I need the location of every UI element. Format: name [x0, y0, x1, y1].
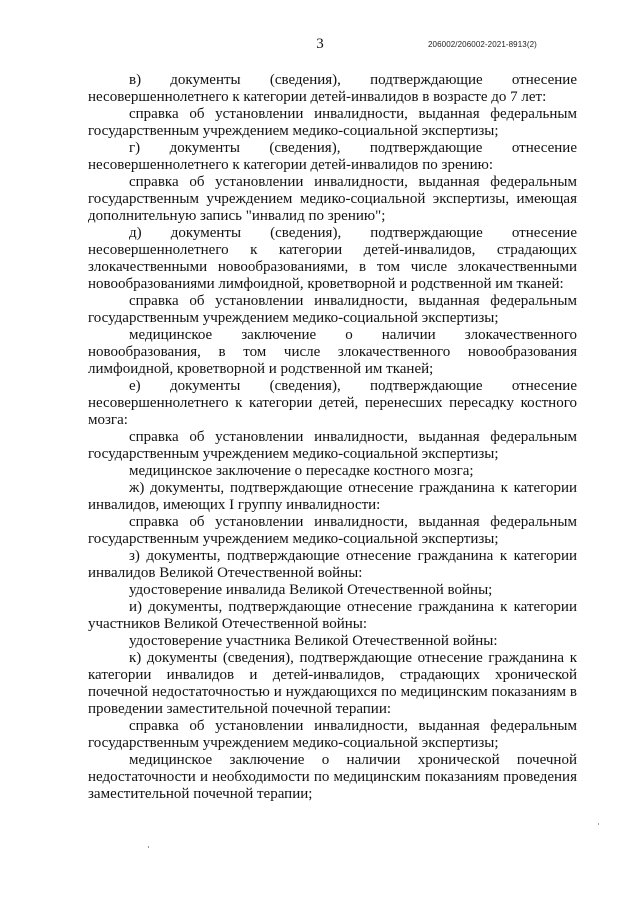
scan-artifact: [148, 846, 149, 848]
paragraph-k-certificate: справка об установлении инвалидности, выданная федеральным государственным учреждением медико-социальной экспертизы;: [88, 718, 577, 751]
paragraph-k-heading: к) документы (сведения), подтверждающие отнесение гражданина к категории инвалидов и детей-инвалидов, страдающих хронической почечной недостаточностью и нуждающихся по медицинским показаниям в проведении заместительной почечной терапии:: [88, 650, 577, 717]
paragraph-k-medical-conclusion: медицинское заключение о наличии хронической почечной недостаточности и необходимости по медицинским показаниям проведения заместительной почечной терапии;: [88, 752, 577, 802]
paragraph-i-heading: и) документы, подтверждающие отнесение гражданина к категории участников Великой Отечественной войны:: [88, 599, 577, 632]
paragraph-zh-heading: ж) документы, подтверждающие отнесение гражданина к категории инвалидов, имеющих I группу инвалидности:: [88, 480, 577, 513]
document-code: 206002/206002-2021-8913(2): [428, 40, 537, 49]
document-body: [88, 72, 577, 803]
paragraph-i-id-card: удостоверение участника Великой Отечественной войны:: [129, 633, 498, 649]
paragraph-v-certificate: справка об установлении инвалидности, выданная федеральным государственным учреждением медико-социальной экспертизы;: [88, 106, 577, 139]
paragraph-e-certificate: справка об установлении инвалидности, выданная федеральным государственным учреждением медико-социальной экспертизы;: [88, 429, 577, 462]
paragraph-e-heading: е) документы (сведения), подтверждающие отнесение несовершеннолетнего к категории детей, перенесших пересадку костного мозга:: [88, 378, 577, 428]
paragraph-e-medical-conclusion: медицинское заключение о пересадке костного мозга;: [129, 463, 474, 479]
paragraph-v-heading: в) документы (сведения), подтверждающие отнесение несовершеннолетнего к категории детей-инвалидов в возрасте до 7 лет:: [88, 72, 577, 105]
paragraph-z-heading: з) документы, подтверждающие отнесение гражданина к категории инвалидов Великой Отечественной войны:: [88, 548, 577, 581]
paragraph-zh-certificate: справка об установлении инвалидности, выданная федеральным государственным учреждением медико-социальной экспертизы;: [88, 514, 577, 547]
scan-artifact: [598, 823, 599, 825]
paragraph-d-medical-conclusion: медицинское заключение о наличии злокачественного новообразования, в том числе злокачественного новообразования лимфоидной, кроветворной и родственной им тканей;: [88, 327, 577, 377]
paragraph-d-certificate: справка об установлении инвалидности, выданная федеральным государственным учреждением медико-социальной экспертизы;: [88, 293, 577, 326]
paragraph-d-heading: д) документы (сведения), подтверждающие отнесение несовершеннолетнего к категории детей-инвалидов, страдающих злокачественными новообразованиями, в том числе злокачественными новообразованиями лимфоидной, кроветворной и родственной им тканей:: [88, 225, 577, 292]
paragraph-g-certificate: справка об установлении инвалидности, выданная федеральным государственным учреждением медико-социальной экспертизы, имеющая дополнительную запись "инвалид по зрению";: [88, 174, 577, 224]
paragraph-g-heading: г) документы (сведения), подтверждающие отнесение несовершеннолетнего к категории детей-инвалидов по зрению:: [88, 140, 577, 173]
page-number: 3: [316, 36, 324, 52]
paragraph-z-id-card: удостоверение инвалида Великой Отечественной войны;: [129, 582, 493, 598]
